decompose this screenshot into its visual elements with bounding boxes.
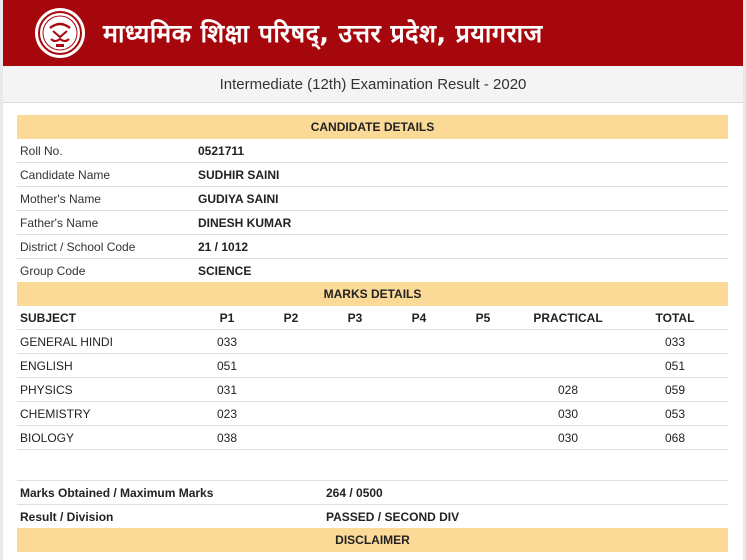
column-header-p4: P4	[411, 310, 427, 325]
column-header-p3: P3	[347, 310, 363, 325]
column-header-p5: P5	[475, 310, 491, 325]
subject-cell: BIOLOGY	[20, 430, 75, 445]
marks-row-english	[17, 354, 728, 378]
marks-row-biology	[17, 426, 728, 450]
column-header-p1: P1	[219, 310, 235, 325]
field-value: 21 / 1012	[198, 239, 249, 254]
field-value: DINESH KUMAR	[198, 215, 292, 230]
result-division-value: PASSED / SECOND DIV	[326, 509, 460, 524]
p2-cell	[271, 402, 311, 425]
table-spacer	[17, 450, 728, 481]
total-cell: 033	[664, 334, 686, 349]
p1-cell: 051	[216, 358, 238, 373]
practical-cell	[528, 354, 608, 377]
field-label: District / School Code	[20, 239, 136, 254]
marks-row-physics	[17, 378, 728, 402]
p3-cell	[335, 330, 375, 353]
p2-cell	[271, 378, 311, 401]
practical-cell: 028	[557, 382, 579, 397]
p3-cell	[335, 426, 375, 449]
father-name-row	[17, 211, 728, 235]
disclaimer-heading: DISCLAIMER	[17, 528, 728, 552]
field-label: Father's Name	[20, 215, 99, 230]
p4-cell	[399, 426, 439, 449]
p2-cell	[271, 330, 311, 353]
p3-cell	[335, 354, 375, 377]
subject-cell: PHYSICS	[20, 382, 73, 397]
total-cell: 059	[664, 382, 686, 397]
subject-cell: GENERAL HINDI	[20, 334, 113, 349]
field-label: Candidate Name	[20, 167, 111, 182]
mother-name-row	[17, 187, 728, 211]
marks-obtained-value: 264 / 0500	[326, 485, 383, 500]
field-value: SCIENCE	[198, 263, 252, 278]
p1-cell: 033	[216, 334, 238, 349]
result-content	[17, 115, 728, 552]
field-value: GUDIYA SAINI	[198, 191, 279, 206]
marks-obtained-label: Marks Obtained / Maximum Marks	[20, 485, 214, 500]
field-label: Group Code	[20, 263, 86, 278]
subject-cell: ENGLISH	[20, 358, 73, 373]
p3-cell	[335, 378, 375, 401]
district-school-code-row	[17, 235, 728, 259]
candidate-name-row	[17, 163, 728, 187]
up-state-emblem-icon	[33, 6, 87, 60]
p5-cell	[463, 378, 503, 401]
p5-cell	[463, 354, 503, 377]
column-header-total: TOTAL	[655, 310, 695, 325]
roll-no-row	[17, 139, 728, 163]
marks-details-heading: MARKS DETAILS	[17, 282, 728, 306]
practical-cell: 030	[557, 430, 579, 445]
board-title: माध्यमिक शिक्षा परिषद्, उत्तर प्रदेश, प्रयागराज	[103, 19, 543, 48]
marks-obtained-row	[17, 481, 728, 505]
marks-header-row	[17, 306, 728, 330]
marks-row-chemistry	[17, 402, 728, 426]
candidate-details-heading: CANDIDATE DETAILS	[17, 115, 728, 139]
column-header-practical: PRACTICAL	[533, 310, 603, 325]
result-division-row	[17, 505, 728, 528]
field-label: Roll No.	[20, 143, 63, 158]
p5-cell	[463, 402, 503, 425]
p1-cell: 031	[216, 382, 238, 397]
subject-cell: CHEMISTRY	[20, 406, 91, 421]
site-header	[3, 0, 743, 66]
p2-cell	[271, 426, 311, 449]
group-code-row	[17, 259, 728, 282]
p5-cell	[463, 330, 503, 353]
p5-cell	[463, 426, 503, 449]
practical-cell	[528, 330, 608, 353]
field-value: SUDHIR SAINI	[198, 167, 280, 182]
p4-cell	[399, 354, 439, 377]
field-value: 0521711	[198, 143, 245, 158]
column-header-p2: P2	[283, 310, 299, 325]
marks-row-general-hindi	[17, 330, 728, 354]
p3-cell	[335, 402, 375, 425]
p2-cell	[271, 354, 311, 377]
total-cell: 053	[664, 406, 686, 421]
p1-cell: 023	[216, 406, 238, 421]
p4-cell	[399, 402, 439, 425]
result-title: Intermediate (12th) Examination Result - 2020	[3, 66, 743, 103]
p4-cell	[399, 378, 439, 401]
result-division-label: Result / Division	[20, 509, 114, 524]
total-cell: 068	[664, 430, 686, 445]
column-header-subject: SUBJECT	[20, 310, 77, 325]
field-label: Mother's Name	[20, 191, 101, 206]
p1-cell: 038	[216, 430, 238, 445]
total-cell: 051	[664, 358, 686, 373]
practical-cell: 030	[557, 406, 579, 421]
p4-cell	[399, 330, 439, 353]
